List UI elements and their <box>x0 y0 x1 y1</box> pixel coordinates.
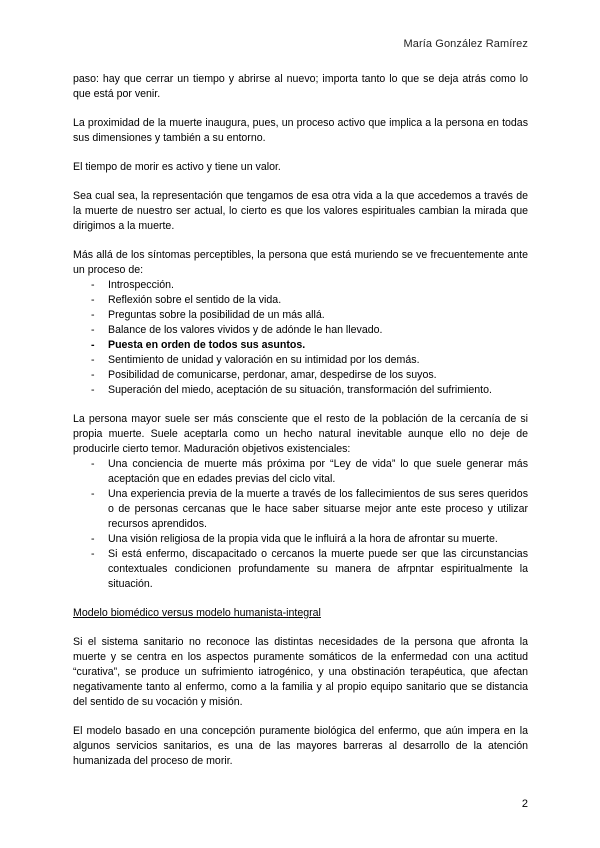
paragraph: La proximidad de la muerte inaugura, pues, un proceso activo que implica a la persona en todas sus dimensiones y también a su entorno. <box>73 117 528 144</box>
list-item: - Introspección. <box>91 278 528 293</box>
process-list <box>73 278 528 398</box>
paragraph: paso: hay que cerrar un tiempo y abrirse al nuevo; importa tanto lo que se deja atrás como lo que está por venir. <box>73 73 528 100</box>
paragraph: Si el sistema sanitario no reconoce las distintas necesidades de la persona que afronta la muerte y se centra en los aspectos puramente somáticos de la enfermedad con una actitud “curativa”, se produce un sufrimiento iatrogénico, y una obstinación terapéutica, que afectan negativamente tanto al enfermo, como a la familia y al propio equipo sanitario que se distancia del sentido de su vocación y misión. <box>73 636 528 708</box>
list-item: - Preguntas sobre la posibilidad de un más allá. <box>91 308 528 323</box>
page-content <box>73 72 528 783</box>
objectives-list <box>73 457 528 592</box>
page-number: 2 <box>521 798 528 810</box>
list-item: - Una experiencia previa de la muerte a través de los fallecimientos de sus seres queridos o de personas cercanas que le hace saber situarse mejor ante este proceso y utilizar recursos aprendidos. <box>91 487 528 532</box>
section-title: Modelo biomédico versus modelo humanista-integral <box>73 607 321 619</box>
paragraph: El tiempo de morir es activo y tiene un valor. <box>73 161 281 173</box>
list-item: - Una visión religiosa de la propia vida que le influirá a la hora de afrontar su muerte. <box>91 532 528 547</box>
list-item: - Balance de los valores vividos y de adónde le han llevado. <box>91 323 528 338</box>
paragraph: El modelo basado en una concepción puramente biológica del enfermo, que aún impera en la algunos servicios sanitarios, es una de las mayores barreras al desarrollo de la atención humanizada del proceso de morir. <box>73 725 528 767</box>
list-item-bold: - Puesta en orden de todos sus asuntos. <box>91 338 528 353</box>
list-item: - Una conciencia de muerte más próxima por “Ley de vida” lo que suele generar más aceptación que en edades previas del ciclo vital. <box>91 457 528 487</box>
paragraph: Más allá de los síntomas perceptibles, la persona que está muriendo se ve frecuentemente ante un proceso de: <box>73 249 528 276</box>
list-item: - Sentimiento de unidad y valoración en su intimidad por los demás. <box>91 353 528 368</box>
list-item: - Si está enfermo, discapacitado o cercanos la muerte puede ser que las circunstancias contextuales condicionen profundamente su manera de afrpntar espiritualmente la situación. <box>91 547 528 592</box>
list-item: - Reflexión sobre el sentido de la vida. <box>91 293 528 308</box>
paragraph: La persona mayor suele ser más consciente que el resto de la población de la cercanía de si propia muerte. Suele aceptarla como un hecho natural inevitable aunque ello no deje de producirle cierto temor. Maduración objetivos existenciales: <box>73 413 528 455</box>
list-item: - Superación del miedo, aceptación de su situación, transformación del sufrimiento. <box>91 383 528 398</box>
list-item: - Posibilidad de comunicarse, perdonar, amar, despedirse de los suyos. <box>91 368 528 383</box>
header-author: María González Ramírez <box>403 38 528 50</box>
paragraph: Sea cual sea, la representación que tengamos de esa otra vida a la que accedemos a través de la muerte de nuestro ser actual, lo cierto es que los valores espirituales cambian la mirada que dirigimos a la muerte. <box>73 190 528 232</box>
